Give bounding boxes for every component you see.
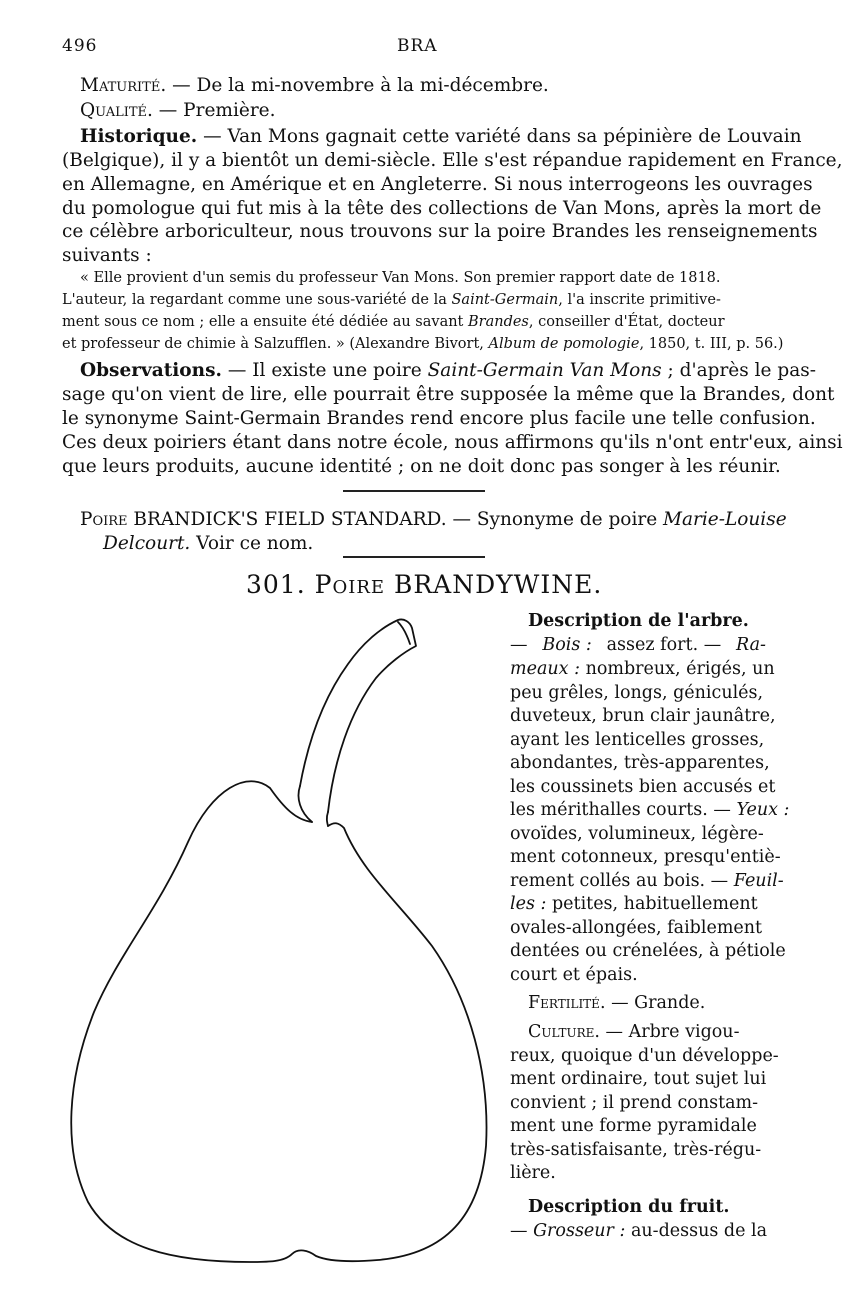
quote-italic: Saint-Germain	[451, 292, 559, 308]
quote-text: , l'a inscrite primitive-	[558, 292, 721, 308]
yeux-label: Yeux :	[736, 800, 790, 820]
maturite-label: Maturité.	[80, 75, 167, 96]
culture-line-1	[528, 1021, 740, 1045]
historique-line: ce célèbre arboriculteur, nous trouvons sur la poire Brandes les renseignements	[62, 221, 818, 242]
grosseur-label: Grosseur :	[533, 1221, 626, 1241]
culture-line: ment ordinaire, tout sujet lui	[510, 1069, 767, 1089]
arbre-line	[510, 634, 766, 658]
quote-text: ment sous ce nom ; elle a ensuite été dédiée au savant	[62, 314, 468, 330]
dash: —	[510, 635, 528, 655]
historique-line: (Belgique), il y a bientôt un demi-siècle. Elle s'est répandue rapidement en France,	[62, 150, 843, 171]
running-title: BRA	[397, 36, 438, 56]
feuilles-label: Feuil-	[733, 871, 784, 891]
culture-label: Culture.	[528, 1022, 600, 1042]
synonym-ref: Marie-Louise	[663, 509, 787, 530]
culture-line: lière.	[510, 1163, 556, 1183]
rameaux-label-cont: meaux :	[510, 659, 580, 679]
quote-italic: Brandes	[468, 314, 529, 330]
fertilite-line	[528, 992, 705, 1016]
merithalles-text: les mérithalles courts. —	[510, 800, 731, 820]
arbre-line: ment cotonneux, presqu'entiè-	[510, 847, 781, 867]
observations-label: Observations.	[80, 360, 222, 381]
entry-name: BRANDYWINE.	[393, 570, 603, 599]
quote-text: , 1850, t. III, p. 56.)	[639, 336, 784, 352]
quote-italic: Album de pomologie	[488, 336, 640, 352]
synonym-text: BRANDICK'S FIELD STANDARD. — Synonyme de poire	[127, 509, 664, 530]
arbre-line: peu grêles, longs, géniculés,	[510, 683, 764, 703]
grosseur-text: au-dessus de la	[630, 1221, 768, 1241]
fertilite-label: Fertilité.	[528, 993, 606, 1013]
rameaux-label: Ra-	[736, 635, 766, 655]
quote-text: L'auteur, la regardant comme une sous-variété de la	[62, 292, 452, 308]
pear-outline	[71, 619, 486, 1262]
rement-text: rement collés au bois. —	[510, 871, 729, 891]
qualite-label: Qualité.	[80, 100, 153, 121]
fruit-title: Description du fruit.	[528, 1197, 730, 1217]
arbre-line: dentées ou crénelées, à pétiole	[510, 941, 786, 961]
observations-text: — Il existe une poire	[221, 360, 428, 381]
page-number: 496	[62, 36, 98, 56]
bois-label: Bois :	[542, 635, 592, 655]
observations-line: le synonyme Saint-Germain Brandes rend encore plus facile une telle confusion.	[62, 408, 816, 429]
arbre-line: les coussinets bien accusés et	[510, 777, 776, 797]
historique-line: du pomologue qui fut mis à la tête des collections de Van Mons, après la mort de	[62, 198, 822, 219]
historique-line: suivants :	[62, 245, 152, 266]
quote-line-1: « Elle provient d'un semis du professeur Van Mons. Son premier rapport date de 1818.	[80, 270, 721, 286]
feuilles-label-cont: les :	[510, 894, 547, 914]
arbre-line: duveteux, brun clair jaunâtre,	[510, 706, 776, 726]
culture-line: convient ; il prend constam-	[510, 1093, 759, 1113]
synonym-text: Voir ce nom.	[190, 533, 314, 554]
arbre-title: Description de l'arbre.	[528, 611, 749, 631]
arbre-line: ovoïdes, volumineux, légère-	[510, 824, 764, 844]
historique-label: Historique.	[80, 126, 198, 147]
arbre-line	[510, 893, 758, 917]
culture-line: très-satisfaisante, très-régu-	[510, 1140, 762, 1160]
observations-line: Ces deux poiriers étant dans notre école, nous affirmons qu'ils n'ont entr'eux, ainsi	[62, 432, 843, 453]
arbre-line: court et épais.	[510, 965, 638, 985]
quote-text: et professeur de chimie à Salzufflen. » (Alexandre Bivort,	[62, 336, 489, 352]
entry-number: 301.	[246, 570, 306, 599]
culture-line: reux, quoique d'un développe-	[510, 1046, 779, 1066]
quote-text: , conseiller d'État, docteur	[528, 314, 725, 330]
observations-italic: Saint-Germain Van Mons	[427, 360, 662, 381]
arbre-line: ayant les lenticelles grosses,	[510, 730, 765, 750]
observations-line: sage qu'on vient de lire, elle pourrait être supposée la même que la Brandes, dont	[62, 384, 835, 405]
bois-text: assez fort. —	[606, 635, 722, 655]
arbre-line: abondantes, très-apparentes,	[510, 753, 770, 773]
rameaux-text: nombreux, érigés, un	[585, 659, 775, 679]
fertilite-text: — Grande.	[605, 993, 706, 1013]
arbre-line: ovales-allongées, faiblement	[510, 918, 763, 938]
historique-text: — Van Mons gagnait cette variété dans sa pépinière de Louvain	[197, 126, 802, 147]
observations-line: que leurs produits, aucune identité ; on ne doit donc pas songer à les réunir.	[62, 456, 781, 477]
synonym-poire: Poire	[80, 509, 128, 530]
fruit-line: — Grosseur : au-dessus de la	[510, 1221, 768, 1241]
arbre-line	[510, 658, 775, 682]
feuilles-text: petites, habituellement	[551, 894, 758, 914]
maturite-text: — De la mi-novembre à la mi-décembre.	[166, 75, 549, 96]
synonym-ref: Delcourt.	[103, 533, 191, 554]
arbre-line	[510, 799, 789, 823]
observations-text: ; d'après le pas-	[661, 360, 816, 381]
qualite-text: — Première.	[152, 100, 276, 121]
arbre-line	[510, 870, 784, 894]
entry-poire: Poire	[314, 570, 386, 599]
culture-text: — Arbre vigou-	[599, 1022, 740, 1042]
historique-line: en Allemagne, en Amérique et en Angleterre. Si nous interrogeons les ouvrages	[62, 174, 813, 195]
culture-line: ment une forme pyramidale	[510, 1116, 757, 1136]
